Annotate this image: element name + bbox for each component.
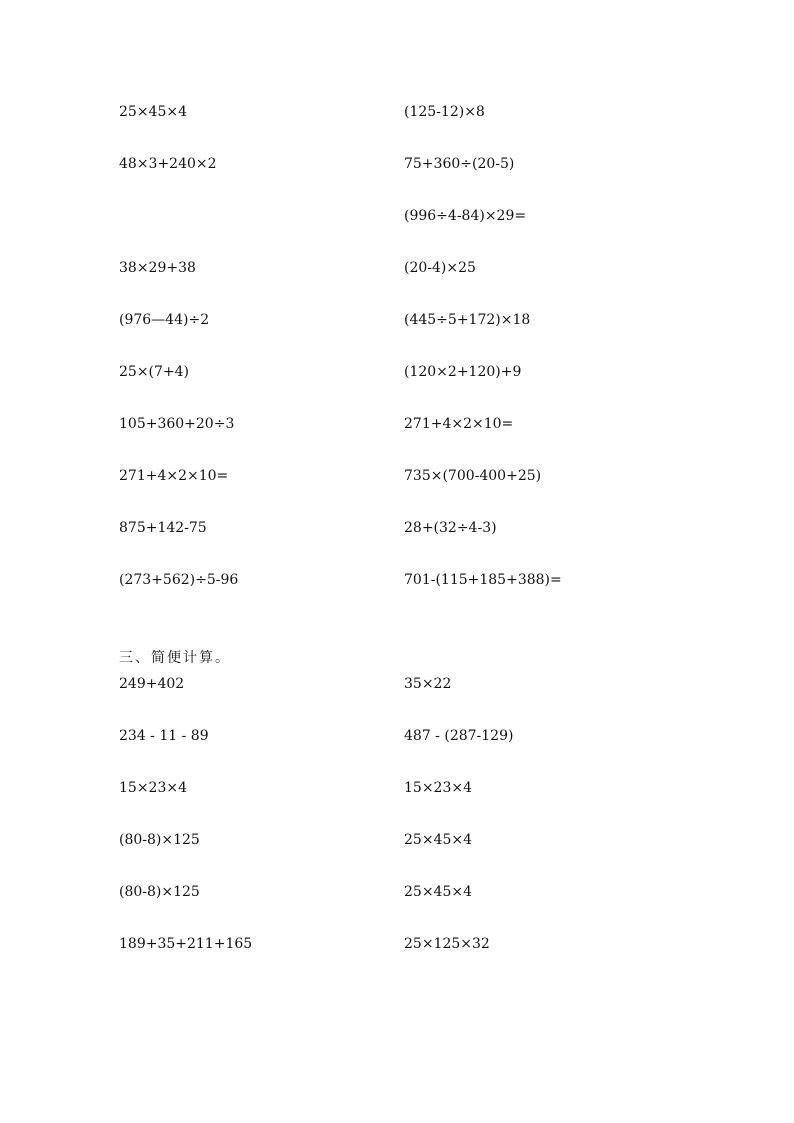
problem-row [119,778,719,830]
problem-row [119,882,719,934]
problem-right: 25×45×4 [404,884,472,900]
problem-row [119,206,719,258]
problem-right: 25×45×4 [404,832,472,848]
problem-row [119,102,719,154]
problem-left: 38×29+38 [119,260,196,276]
problem-row [119,934,719,986]
problem-right: 25×125×32 [404,936,490,952]
problem-right: 701-(115+185+388)= [404,572,562,588]
problem-left: 105+360+20÷3 [119,416,235,432]
problem-left: (976—44)÷2 [119,312,210,328]
problem-right: (20-4)×25 [404,260,476,276]
problem-row [119,362,719,414]
problem-left: (80-8)×125 [119,884,200,900]
problem-left: 25×(7+4) [119,364,190,380]
problem-left: (273+562)÷5-96 [119,572,239,588]
problem-right: 28+(32÷4-3) [404,520,497,536]
problem-right: 487 - (287-129) [404,728,514,744]
problem-left: 249+402 [119,676,185,692]
problem-row [119,154,719,206]
problem-right: (120×2+120)+9 [404,364,522,380]
problem-right: 15×23×4 [404,780,472,796]
problem-left: 234 - 11 - 89 [119,728,209,744]
problem-right: 75+360÷(20-5) [404,156,515,172]
problem-row [119,466,719,518]
problem-right: (996÷4-84)×29= [404,208,527,224]
problem-right: (125-12)×8 [404,104,485,120]
simplified-calculation-block [119,674,719,986]
problem-right: 735×(700-400+25) [404,468,542,484]
problem-right: (445÷5+172)×18 [404,312,531,328]
problem-left: 48×3+240×2 [119,156,217,172]
problem-row [119,570,719,622]
problem-row [119,518,719,570]
problem-row [119,726,719,778]
problem-left: 189+35+211+165 [119,936,253,952]
problem-right: 35×22 [404,676,452,692]
problem-right: 271+4×2×10= [404,416,514,432]
problem-row [119,310,719,362]
problem-left: 15×23×4 [119,780,187,796]
section-heading: 三、简便计算。 [119,650,231,666]
problem-left: 271+4×2×10= [119,468,229,484]
problem-left: (80-8)×125 [119,832,200,848]
arithmetic-problems-block [119,102,719,622]
problem-left: 875+142-75 [119,520,207,536]
problem-row [119,414,719,466]
problem-row [119,830,719,882]
problem-left: 25×45×4 [119,104,187,120]
problem-row [119,674,719,726]
problem-row [119,258,719,310]
